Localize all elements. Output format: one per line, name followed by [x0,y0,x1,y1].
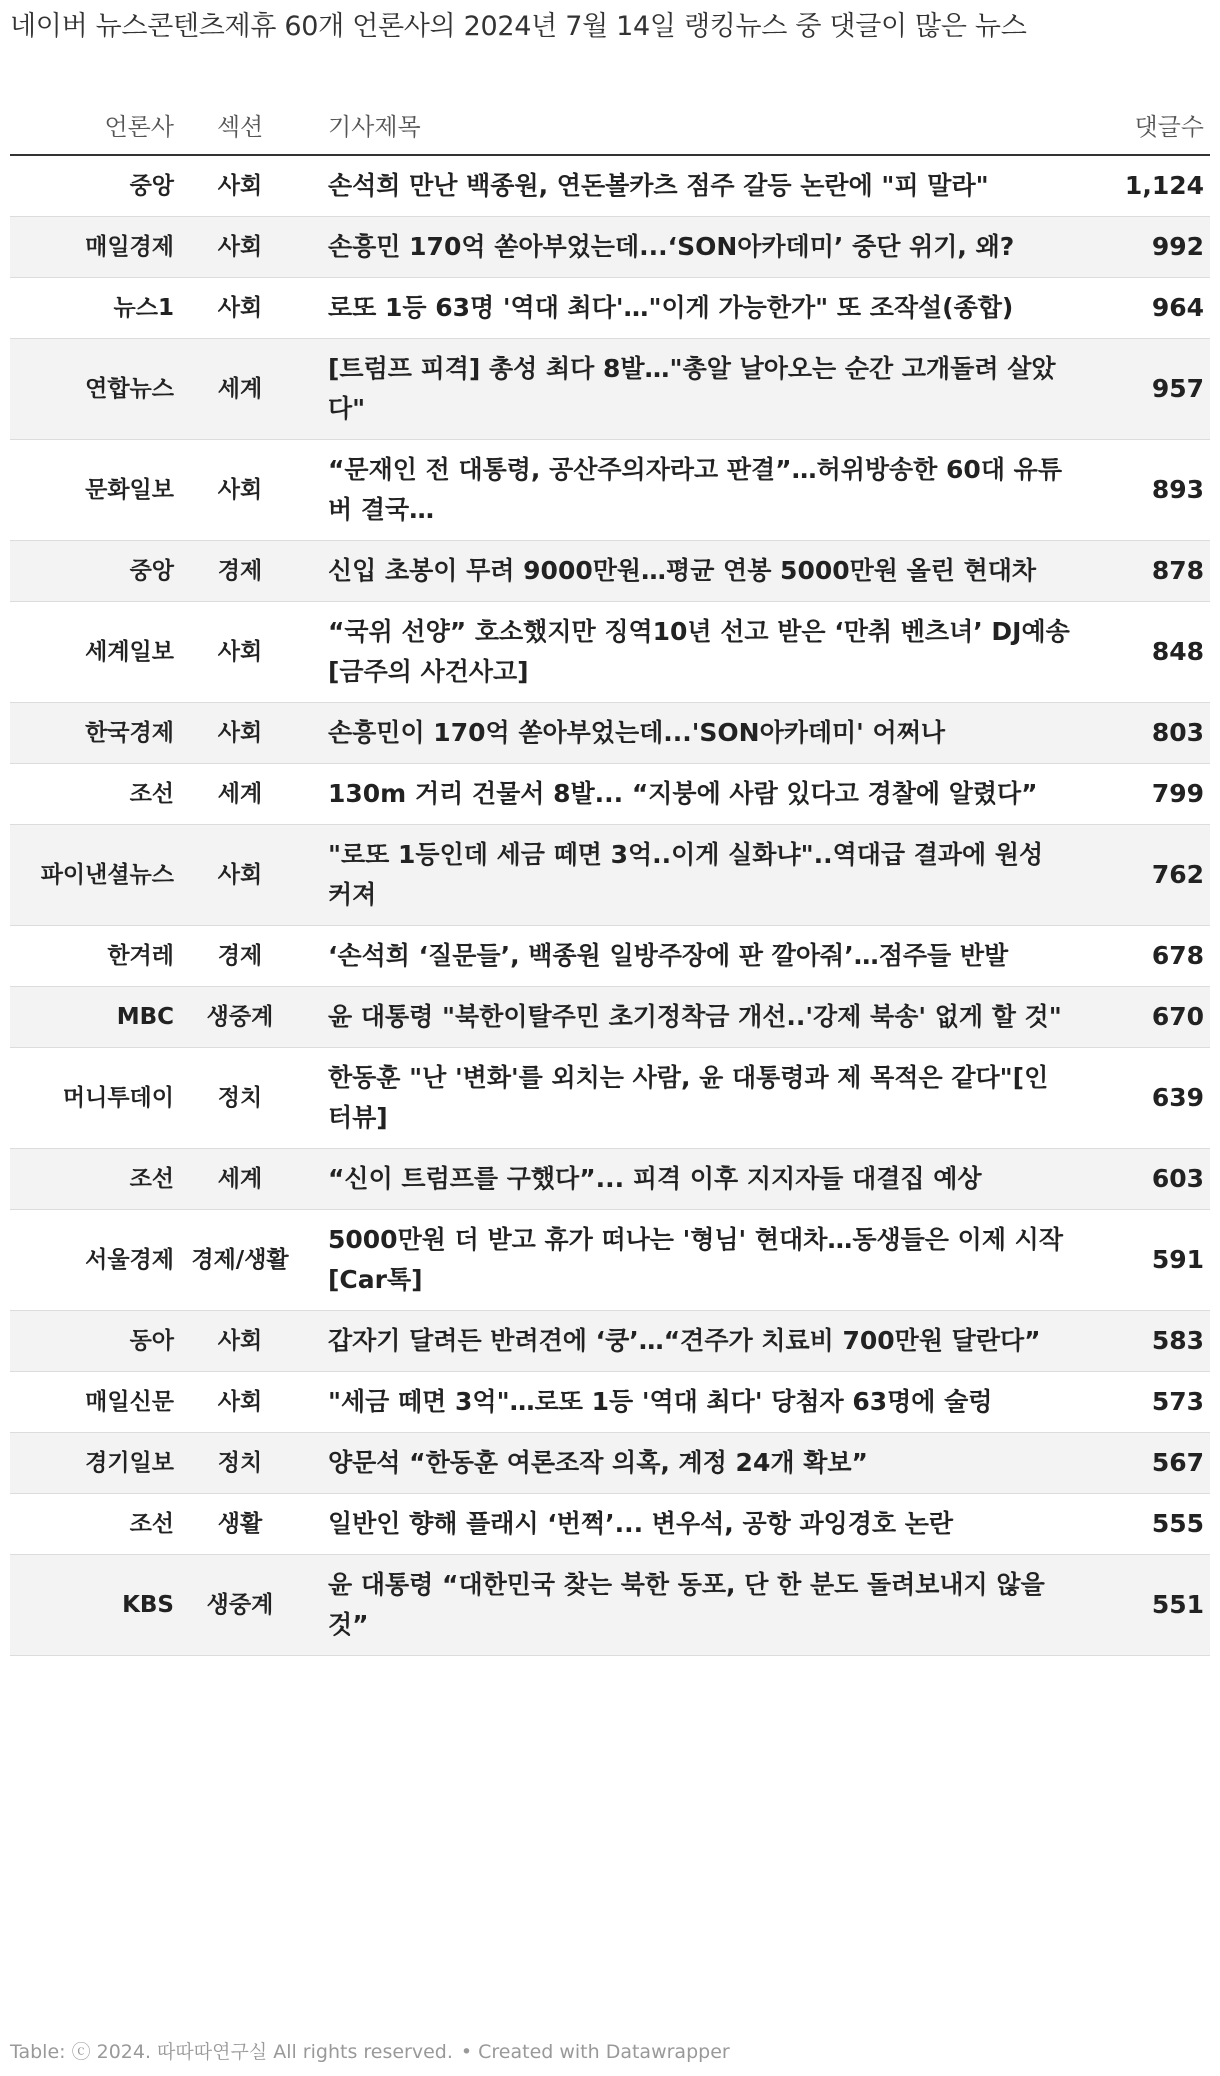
cell-comments: 551 [1086,1555,1210,1656]
cell-headline: "로또 1등인데 세금 떼면 3억..이게 실화냐"..역대급 결과에 원성 커져 [306,825,1086,926]
cell-comments: 555 [1086,1494,1210,1555]
cell-press: 매일신문 [10,1372,174,1433]
cell-comments: 803 [1086,703,1210,764]
column-header-section: 섹션 [174,94,306,155]
cell-section: 생중계 [174,1555,306,1656]
cell-comments: 878 [1086,541,1210,602]
cell-section: 사회 [174,440,306,541]
chart-title: 네이버 뉴스콘텐츠제휴 60개 언론사의 2024년 7월 14일 랭킹뉴스 중 댓글이 많은 뉴스 [10,11,1027,42]
cell-section: 경제/생활 [174,1210,306,1311]
column-header-press: 언론사 [10,94,174,155]
cell-section: 세계 [174,339,306,440]
cell-headline: “국위 선양” 호소했지만 징역10년 선고 받은 ‘만취 벤츠녀’ DJ예송 [금주의 사건사고] [306,602,1086,703]
cell-press: 한국경제 [10,703,174,764]
footer-separator: • [460,2041,473,2063]
cell-headline: [트럼프 피격] 총성 최다 8발…"총알 날아오는 순간 고개돌려 살았다" [306,339,1086,440]
cell-comments: 567 [1086,1433,1210,1494]
cell-headline: 갑자기 달려든 반려견에 ‘쿵’…“견주가 치료비 700만원 달란다” [306,1311,1086,1372]
table-row [10,278,1210,339]
cell-comments: 670 [1086,987,1210,1048]
cell-section: 사회 [174,825,306,926]
table-row [10,1311,1210,1372]
table-row [10,1494,1210,1555]
cell-section: 세계 [174,1149,306,1210]
comments-table [10,94,1210,1656]
table-row [10,1555,1210,1656]
cell-section: 정치 [174,1433,306,1494]
cell-press: 세계일보 [10,602,174,703]
table-row [10,1210,1210,1311]
footer [10,2037,730,2064]
cell-headline: 한동훈 "난 '변화'를 외치는 사람, 윤 대통령과 제 목적은 같다"[인터뷰] [306,1048,1086,1149]
cell-headline: 로또 1등 63명 '역대 최다'…"이게 가능한가" 또 조작설(종합) [306,278,1086,339]
cell-press: 한겨레 [10,926,174,987]
table-row [10,987,1210,1048]
table-row [10,703,1210,764]
cell-comments: 893 [1086,440,1210,541]
cell-headline: 윤 대통령 "북한이탈주민 초기정착금 개선..'강제 북송' 없게 할 것" [306,987,1086,1048]
table-row [10,1433,1210,1494]
cell-press: 서울경제 [10,1210,174,1311]
table-row [10,440,1210,541]
cell-comments: 678 [1086,926,1210,987]
cell-press: 뉴스1 [10,278,174,339]
cell-comments: 639 [1086,1048,1210,1149]
footer-source: Table: ⓒ 2024. 따따따연구실 All rights reserved. [10,2041,453,2063]
table-body [10,155,1210,1656]
cell-press: 조선 [10,1149,174,1210]
table-row [10,1372,1210,1433]
cell-section: 생활 [174,1494,306,1555]
cell-comments: 957 [1086,339,1210,440]
table-row [10,764,1210,825]
cell-headline: ‘손석희 ‘질문들’, 백종원 일방주장에 판 깔아줘’…점주들 반발 [306,926,1086,987]
cell-section: 생중계 [174,987,306,1048]
cell-headline: 손흥민 170억 쏟아부었는데...‘SON아카데미’ 중단 위기, 왜? [306,217,1086,278]
table-row [10,541,1210,602]
cell-comments: 1,124 [1086,155,1210,217]
cell-section: 경제 [174,541,306,602]
cell-section: 사회 [174,703,306,764]
cell-press: KBS [10,1555,174,1656]
cell-press: 동아 [10,1311,174,1372]
cell-headline: “문재인 전 대통령, 공산주의자라고 판결”…허위방송한 60대 유튜버 결국… [306,440,1086,541]
cell-headline: “신이 트럼프를 구했다”... 피격 이후 지지자들 대결집 예상 [306,1149,1086,1210]
cell-press: 중앙 [10,155,174,217]
table-row [10,217,1210,278]
cell-section: 세계 [174,764,306,825]
cell-press: 매일경제 [10,217,174,278]
table-row [10,339,1210,440]
cell-press: 조선 [10,1494,174,1555]
column-header-comments: 댓글수 [1086,94,1210,155]
cell-press: 문화일보 [10,440,174,541]
cell-headline: 양문석 “한동훈 여론조작 의혹, 계정 24개 확보” [306,1433,1086,1494]
table-row [10,1149,1210,1210]
cell-headline: 일반인 향해 플래시 ‘번쩍’... 변우석, 공항 과잉경호 논란 [306,1494,1086,1555]
cell-press: 연합뉴스 [10,339,174,440]
cell-headline: 130m 거리 건물서 8발... “지붕에 사람 있다고 경찰에 알렸다” [306,764,1086,825]
table-header-row [10,94,1210,155]
table-row [10,825,1210,926]
column-header-headline: 기사제목 [306,94,1086,155]
footer-credit: Created with Datawrapper [478,2041,730,2063]
cell-press: 조선 [10,764,174,825]
cell-headline: 윤 대통령 “대한민국 찾는 북한 동포, 단 한 분도 돌려보내지 않을 것” [306,1555,1086,1656]
cell-press: 파이낸셜뉴스 [10,825,174,926]
cell-section: 경제 [174,926,306,987]
cell-headline: 손흥민이 170억 쏟아부었는데...'SON아카데미' 어쩌나 [306,703,1086,764]
cell-headline: 손석희 만난 백종원, 연돈볼카츠 점주 갈등 논란에 "피 말라" [306,155,1086,217]
cell-headline: 5000만원 더 받고 휴가 떠나는 '형님' 현대차…동생들은 이제 시작 [Car톡] [306,1210,1086,1311]
table-row [10,926,1210,987]
cell-section: 사회 [174,217,306,278]
cell-comments: 573 [1086,1372,1210,1433]
cell-comments: 992 [1086,217,1210,278]
cell-section: 사회 [174,1311,306,1372]
cell-comments: 799 [1086,764,1210,825]
cell-headline: "세금 떼면 3억"…로또 1등 '역대 최다' 당첨자 63명에 술렁 [306,1372,1086,1433]
cell-press: 머니투데이 [10,1048,174,1149]
cell-section: 사회 [174,1372,306,1433]
cell-section: 사회 [174,278,306,339]
cell-section: 사회 [174,602,306,703]
cell-comments: 964 [1086,278,1210,339]
cell-headline: 신입 초봉이 무려 9000만원…평균 연봉 5000만원 올린 현대차 [306,541,1086,602]
table-row [10,155,1210,217]
cell-comments: 591 [1086,1210,1210,1311]
cell-press: MBC [10,987,174,1048]
table-row [10,602,1210,703]
cell-press: 중앙 [10,541,174,602]
cell-comments: 762 [1086,825,1210,926]
cell-section: 정치 [174,1048,306,1149]
cell-comments: 848 [1086,602,1210,703]
table-row [10,1048,1210,1149]
cell-press: 경기일보 [10,1433,174,1494]
cell-section: 사회 [174,155,306,217]
cell-comments: 603 [1086,1149,1210,1210]
cell-comments: 583 [1086,1311,1210,1372]
